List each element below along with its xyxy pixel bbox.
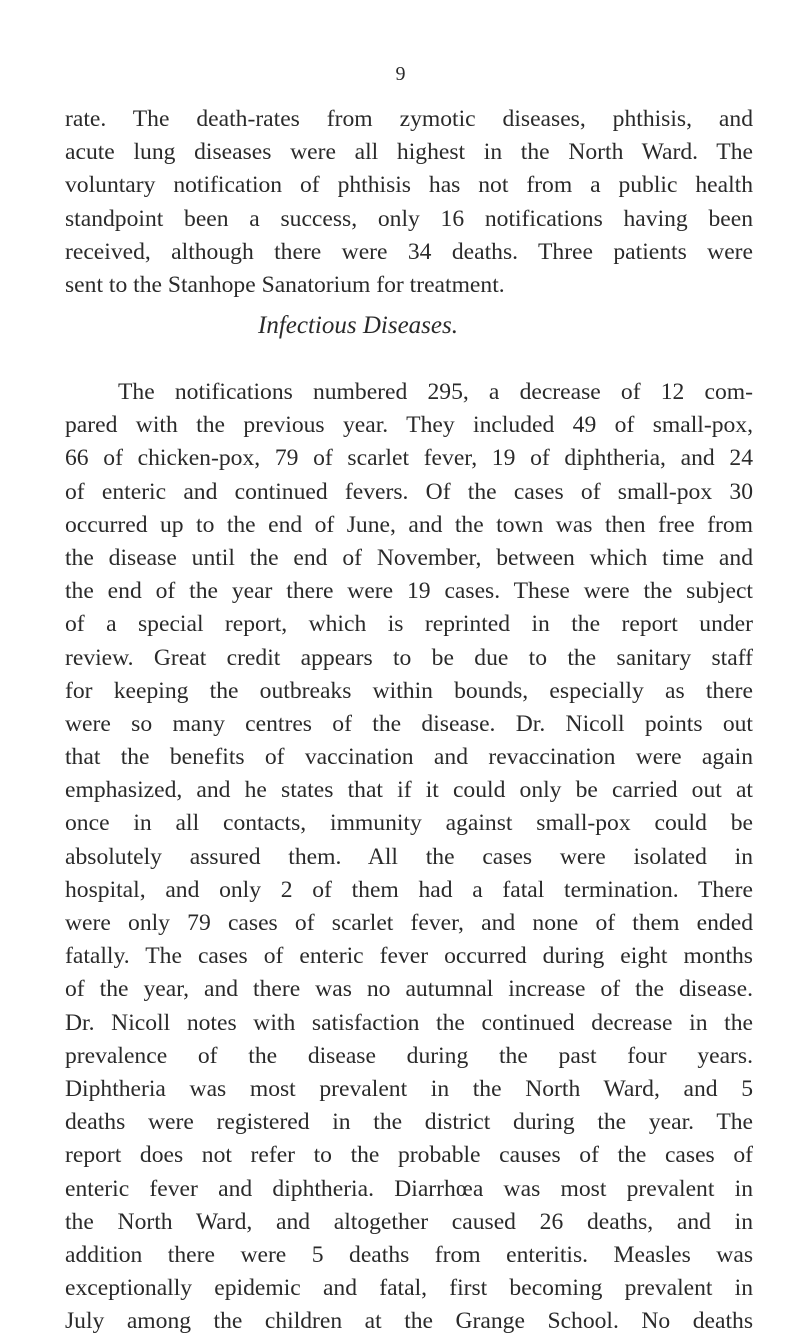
text-line: the disease until the end of November, between which time and (65, 544, 753, 571)
text-line: voluntary notification of phthisis has not from a public health (65, 172, 753, 199)
text-line: standpoint been a success, only 16 notifications having been (65, 205, 753, 232)
section-heading: Infectious Diseases. (258, 312, 458, 339)
text-line: received, although there were 34 deaths. Three patients were (65, 238, 753, 265)
text-line: the North Ward, and altogether caused 26 deaths, and in (65, 1208, 753, 1235)
text-line: fatally. The cases of enteric fever occurred during eight months (65, 943, 753, 970)
text-line: 66 of chicken-pox, 79 of scarlet fever, 19 of diphtheria, and 24 (65, 445, 753, 472)
text-line: hospital, and only 2 of them had a fatal termination. There (65, 876, 753, 903)
text-line: of enteric and continued fevers. Of the cases of small-pox 30 (65, 478, 753, 505)
text-line: deaths were registered in the district during the year. The (65, 1109, 753, 1136)
text-line: acute lung diseases were all highest in the North Ward. The (65, 139, 753, 166)
paragraph-infectious-diseases (65, 376, 753, 1338)
text-line: report does not refer to the probable causes of the cases of (65, 1142, 753, 1169)
text-line: review. Great credit appears to be due to the sanitary staff (65, 644, 753, 671)
text-line: were so many centres of the disease. Dr. Nicoll points out (65, 710, 753, 737)
text-line: enteric fever and diphtheria. Diarrhœa was most prevalent in (65, 1175, 753, 1202)
text-line: were only 79 cases of scarlet fever, and none of them ended (65, 910, 753, 936)
text-line: Dr. Nicoll notes with satisfaction the continued decrease in the (65, 1009, 753, 1036)
text-line: occurred up to the end of June, and the town was then free from (65, 511, 753, 538)
text-line: pared with the previous year. They included 49 of small-pox, (65, 412, 753, 439)
text-line: that the benefits of vaccination and revaccination were again (65, 744, 753, 771)
text-line: the end of the year there were 19 cases. These were the subject (65, 578, 753, 605)
text-line: once in all contacts, immunity against small-pox could be (65, 810, 753, 837)
text-line: of the year, and there was no autumnal increase of the disease. (65, 976, 753, 1003)
text-line: of a special report, which is reprinted in the report under (65, 611, 753, 638)
text-line: addition there were 5 deaths from enteritis. Measles was (65, 1241, 753, 1268)
text-line: prevalence of the disease during the past four years. (65, 1042, 753, 1069)
text-line: absolutely assured them. All the cases were isolated in (65, 843, 753, 870)
page-number: 9 (395, 63, 406, 85)
text-line: The notifications numbered 295, a decrease of 12 com- (118, 379, 753, 405)
paragraph-phthisis (65, 103, 753, 302)
text-line: exceptionally epidemic and fatal, first becoming prevalent in (65, 1275, 753, 1302)
text-line: for keeping the outbreaks within bounds, especially as there (65, 677, 753, 704)
text-line: emphasized, and he states that if it could only be carried out at (65, 777, 753, 804)
text-line: sent to the Stanhope Sanatorium for treatment. (65, 271, 505, 298)
text-line: July among the children at the Grange School. No deaths (65, 1308, 753, 1335)
text-line: rate. The death-rates from zymotic diseases, phthisis, and (65, 106, 753, 132)
text-line: Diphtheria was most prevalent in the North Ward, and 5 (65, 1075, 753, 1102)
